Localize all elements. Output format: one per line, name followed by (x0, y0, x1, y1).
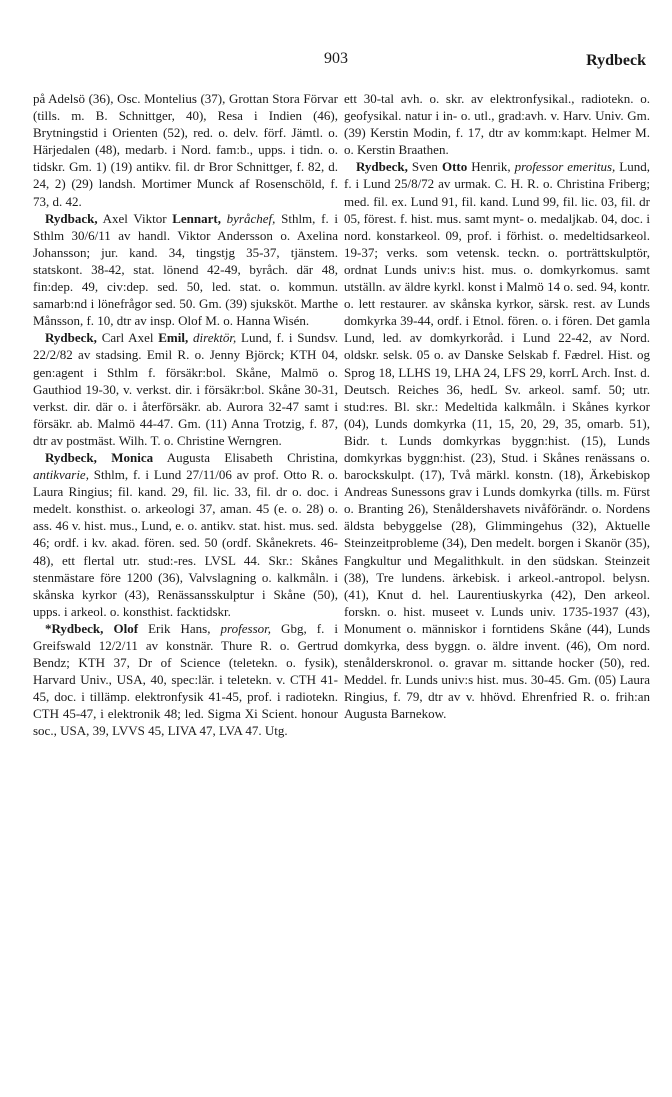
right-column (344, 90, 650, 722)
entry-rydbeck-monica (33, 449, 338, 620)
entry-surname: Rydbeck, (45, 330, 97, 346)
entry-rydbeck-otto (344, 158, 650, 722)
page-number: 903 (324, 50, 348, 67)
entry-rydbeck-olof (33, 620, 338, 740)
entry-call-name: Emil, (158, 330, 189, 346)
entry-given-names: Axel Viktor (97, 210, 173, 226)
continuation-text: ett 30-tal avh. o. skr. av elektronfysikal., radiotekn. o. geofysikal. natur i in- o. utl., grad:avh. v. Harv. Univ. Gm. (39) Kerstin Modin, f. 17, dtr av komm:kapt. Helmer M. o. Kerstin Braathen. (344, 91, 650, 158)
entry-title: professor, (220, 620, 271, 636)
entry-surname: *Rydbeck, Olof (45, 620, 139, 636)
entry-body: Sthlm, f. i Sthlm 30/6/11 av handl. Viktor Andersson o. Axelina Johansson; jur. kand. 34, tingstjg 35-37, tjänstem. statskont. 38-42, stat. lönend 42-49, byråch. där 48, fin:dep. 49, civ:dep. sed. 50, led. stat. o. kommun. samarb:nd i lönefrågor sed. 50. Gm. (39) sjuksköt. Marthe Månsson, f. 10, dtr av insp. Olof M. o. Hanna Wisén. (33, 210, 338, 329)
entry-given-names: Carl Axel (96, 330, 159, 346)
entry-given-names-rest: Henrik, (467, 159, 515, 175)
entry-rydbeck-emil (33, 329, 338, 449)
entry-surname: Rydback, (45, 210, 98, 226)
entry-body: Gbg, f. i Greifswald 12/2/11 av konstnär. Thure R. o. Gertrud Bendz; KTH 37, Dr of Science (teletekn. o. fysik), Harvard Univ., USA, 40, spec:lär. i teletekn. v. CTH 41-45, doc. i tillämp. elektronfysik 41-45, prof. i radiotekn. CTH 45-47, i elektronik 48; led. Sigma Xi Scient. honour soc., USA, 39, LVVS 45, LIVA 47, LVA 47. Utg. (33, 620, 338, 739)
running-head: Rydbeck (586, 52, 646, 69)
entry-body: Lund, f. i Lund 25/8/72 av urmak. C. H. R. o. Christina Friberg; med. fil. ex. Lund 91, fil. kand. Lund 99, fil. lic. 03, fil. dr 05, förest. f. hist. mus. samt mynt- o. medaljkab. 04, doc. i nord. konstarkeol. 09, prof. i förhist. o. medeltidsarkeol. 19-37; verks. som vetensk. teckn. o. porträttskulptör, ordnat Lunds univ:s hist. mus. o. domkyrkomus. samt utställn. av äldre kyrkl. konst i Malmö 14 o. sed. 94, kontr. o. lett restaurer. av skånska kyrkor, särsk. rest. av Lunds domkyrka 39-44, ordf. i Etnol. fören. o. i fören. Det gamla Lund, led. av domkyrkoråd. i Lund 22-42, av Nord. oldskr. selsk. 05 o. av Danske Selskab f. Fædrel. Hist. og Sprog 18, LLHS 19, LHA 24, LFS 29, korrL Arch. Inst. d. Deutsch. Reiches 36, hedL Sv. arkeol. samf. 50; utr. stud:res. Bl. skr.: Medeltida kalkmåln. i Skånes kyrkor (04), Lunds domkyrka (11, 15, 20, 29, 35, omarb. 51), Bidr. t. Lunds domkyrkas byggn:hist. (15), Lunds domkyrkas byggn:hist. (23), Stud. i Skånes renässans o. barockskulpt. (17), Två märkl. konstn. (18), Ärkebiskop Andreas Sunessons grav i Lunds domkyrka (tills. m. Fürst o. Branting 26), Stenåldershavets nivåförändr. o. Nordens äldsta bebyggelse (28), Glimmingehus (32), Aktuelle Steinzeitprobleme (34), Den medelt. borgen i Skanör (35), Fangkultur und Megalithkult. in den südskan. Steinzeit (38), Tre lundens. ärkebisk. i arkeol.-antropol. belysn. (41), Knut d. hel. Laurentiuskyrka (42), Den arkeol. forskn. o. hist. museet v. Lunds univ. 1735-1937 (43), Monument o. människor i forntidens Skåne (44), Lunds domkyrka, dess byggn. o. äldre invent. (46), Om nord. stenålderskronol. o. gravar m. sittande hocker (50), red. Meddel. fr. Lunds univ:s hist. mus. 30-45. Gm. (05) Laura Ringius, f. 79, dtr av v. hhövd. Ehrenfried R. o. frih:an Augusta Barnekow. (344, 159, 651, 722)
entry-given-names: Erik Hans, (138, 620, 221, 636)
entry-given-names: Augusta Elisabeth Christina, (153, 449, 338, 465)
entry-call-name: Lennart, (172, 210, 221, 226)
entry-surname: Rydbeck, Monica (45, 449, 154, 465)
entry-title: byråchef, (220, 210, 276, 226)
left-column (33, 90, 338, 740)
continuation-text: på Adelsö (36), Osc. Montelius (37), Grottan Stora Förvar (tills. m. B. Schnittger, 40), Resa i Indien (46), Brytningstid i Orienten (52), red. o. delv. förf. Jämtl. o. Härjedalen (48), medarb. i Nord. fam:b., upps. i tidn. o. tidskr. Gm. 1) (19) antikv. fil. dr Bror Schnittger, f. 82, d. 24, 2) (29) landsh. Mortimer Munck af Rosenschöld, f. 73, d. 42. (33, 91, 338, 209)
entry-body: Lund, f. i Sundsv. 22/2/82 av stadsing. Emil R. o. Jenny Björck; KTH 04, gen:agent i Sthlm f. försäkr:bol. Skåne, Malmö o. Gauthiod 19-30, v. verkst. dir. i försäkr:bol. Skåne 30-31, verkst. dir. där o. i återförsäkr. ab. Aurora 32-47 samt i försäkr. ab. Malmö 44-47. Gm. (11) Anna Trotzig, f. 87, dtr av postmäst. Wilh. T. o. Christine Werngren. (33, 330, 339, 448)
entry-title: professor emeritus, (514, 159, 616, 175)
entry-given-names: Sven (407, 159, 442, 175)
entry-title: direktör, (188, 330, 237, 346)
entry-body: Sthlm, f. i Lund 27/11/06 av prof. Otto R. o. Laura Ringius; fil. kand. 29, fil. lic. 33, fil. dr o. doc. i medelt. konsthist. o. arkeologi 37, aman. 45 (e. o. 28) o. ass. 46 v. hist. mus., Lund, e. o. antikv. stat. hist. mus. sed. 46; ordf. i kv. akad. fören. sed. 50 (ordf. Skånekrets. 46-48), ett flertal utr. stud:-res. LVSL 44. Skr.: Skånes stenmästare före 1200 (36), Valvslagning o. kalkmåln. i skånska kyrkor (43), Renässansskulptur i Skåne (50), upps. i arkeol. o. konsthist. facktidskr. (33, 467, 338, 619)
entry-rydback-lennart (33, 210, 338, 330)
entry-call-name: Otto (441, 159, 468, 175)
entry-surname: Rydbeck, (356, 159, 408, 175)
entry-title: antikvarie, (33, 467, 89, 483)
